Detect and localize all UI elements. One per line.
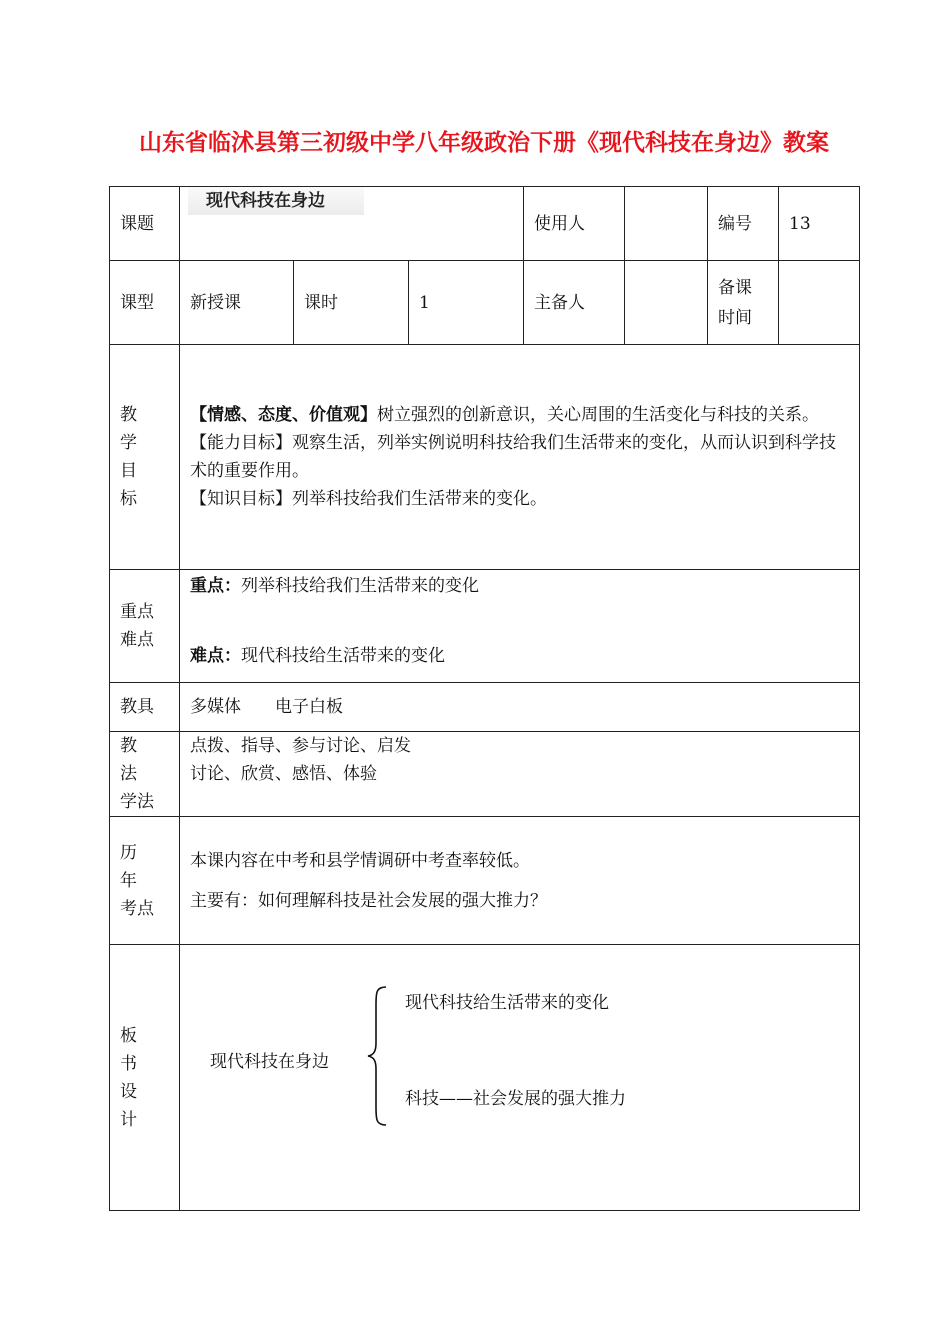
key-points-row [110,570,860,683]
difficult-tag: 难点： [190,646,241,666]
topic-value-image-label: 现代科技在身边 [188,187,364,215]
user-value [625,187,708,261]
lesson-plan-table [109,186,860,1211]
exam-label [110,817,180,945]
board-label-char: 设 [120,1081,137,1102]
board-design [180,945,859,1209]
key-points-label [110,570,180,683]
exam-label-line-2: 考点 [120,898,154,919]
board-label [110,945,180,1211]
key-points-label-line-1: 重点 [120,602,154,622]
exam-line-1: 本课内容在中考和县学情调研中考查率较低。 [190,850,530,871]
key-text: 列举科技给我们生活带来的变化 [241,576,479,596]
type-label: 课型 [110,261,180,345]
tools-row [110,683,860,732]
objectives-label-char: 标 [120,489,137,509]
objectives-label-char: 目 [120,461,137,481]
emotion-objective [190,401,849,429]
key-tag: 重点： [190,576,241,596]
header-row-2 [110,261,860,345]
objectives-label [110,345,180,570]
exam-label-line-1: 历 年 [120,842,154,891]
number-value: 13 [779,187,860,261]
methods-label [110,732,180,817]
methods-line-2: 讨论、欣赏、感悟、体验 [190,764,377,784]
prep-time-label [708,261,779,345]
knowledge-objective [190,485,849,513]
exam-line-2: 主要有：如何理解科技是社会发展的强大推力？ [190,890,547,911]
prep-time-label-line-2: 时间 [718,307,752,328]
number-label: 编号 [708,187,779,261]
hours-label: 课时 [294,261,409,345]
knowledge-text: 列举科技给我们生活带来的变化。 [292,489,547,509]
hours-value: 1 [409,261,524,345]
ability-tag: 【能力目标】 [190,433,292,453]
knowledge-tag: 【知识目标】 [190,489,292,509]
board-label-char: 计 [120,1109,137,1130]
tools-value: 多媒体 电子白板 [180,683,860,732]
objectives-label-char: 学 [120,433,137,453]
user-label: 使用人 [524,187,625,261]
key-point [190,572,849,600]
methods-label-line-2: 学法 [120,792,154,812]
emotion-text: 树立强烈的创新意识，关心周围的生活变化与科技的关系。 [377,405,819,425]
board-branch-2: 科技——社会发展的强大推力 [405,1089,626,1109]
prep-time-label-line-1: 备课 [718,277,752,298]
type-value: 新授课 [180,261,294,345]
exam-row [110,817,860,945]
methods-label-line-1: 教 法 [120,736,154,784]
board-label-char: 书 [120,1053,137,1074]
preparer-value [625,261,708,345]
methods-content [180,732,860,817]
key-points-label-line-2: 难点 [120,630,154,650]
objectives-content [180,345,860,570]
topic-label: 课题 [110,187,180,261]
ability-text: 观察生活，列举实例说明科技给我们生活带来的变化，从而认识到科学技术的重要作用。 [190,433,836,481]
board-row [110,945,860,1211]
tools-label: 教具 [110,683,180,732]
key-points-content [180,570,860,683]
objectives-label-char: 教 [120,405,137,425]
prep-time-value [779,261,860,345]
emotion-tag: 【情感、态度、价值观】 [190,405,377,425]
board-branch-1: 现代科技给生活带来的变化 [405,993,609,1013]
methods-row [110,732,860,817]
ability-objective [190,429,849,485]
board-topic: 现代科技在身边 [210,1052,329,1072]
difficult-text: 现代科技给生活带来的变化 [241,646,445,666]
curly-brace-icon [366,985,390,1127]
methods-line-1: 点拨、指导、参与讨论、启发 [190,736,411,756]
board-label-char: 板 [120,1025,137,1046]
difficult-point [190,642,849,670]
preparer-label: 主备人 [524,261,625,345]
exam-content [180,817,860,945]
board-content [180,945,860,1211]
objectives-row [110,345,860,570]
document-title: 山东省临沭县第三初级中学八年级政治下册《现代科技在身边》教案 [139,130,829,156]
